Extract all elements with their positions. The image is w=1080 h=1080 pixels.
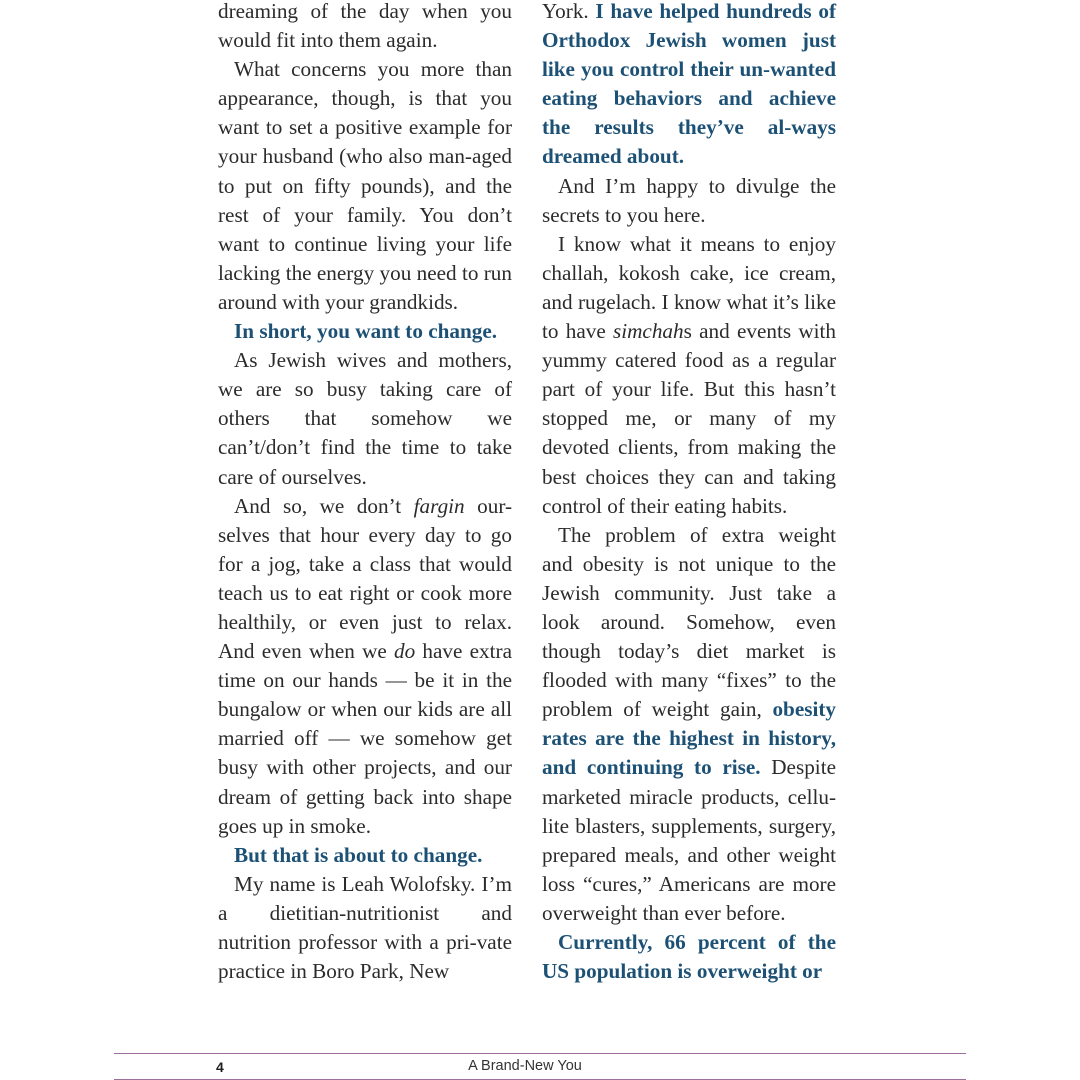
text-run: s and events with yummy catered food as a regular part of your life. But this hasn’t stopped me, or many of my devoted clients, from making the best choices they can and taking control of their eating habits. — [542, 319, 836, 518]
highlight-obesity-rates: obesity rates are the highest in history, and continuing to rise. — [542, 697, 836, 780]
text-run: Despite marketed miracle products, cellu-lite blasters, supplements, surgery, prepared meals, and other weight loss “cures,” Americans are more overweight than ever before. — [542, 755, 836, 925]
italic-word-fargin: fargin — [413, 493, 465, 518]
text-run: have extra time on our hands — be it in the bungalow or when our kids are all married off — we somehow get busy with other projects, and our dream of getting back into shape goes up in smoke. — [218, 639, 512, 838]
footer-top-rule — [114, 1053, 966, 1054]
text-run: And so, we don’t — [234, 493, 414, 518]
paragraph-jewish-wives: As Jewish wives and mothers, we are so busy taking care of others that somehow we can’t/don’t find the time to take care of ourselves. — [218, 348, 512, 489]
paragraph-divulge-secrets: And I’m happy to divulge the secrets to you here. — [542, 173, 836, 227]
highlight-helped-hundreds: I have helped hundreds of Orthodox Jewish women just like you control their un-wanted eating behaviors and achieve the results they’ve al-ways dreamed about. — [542, 0, 836, 169]
paragraph-dreaming: dreaming of the day when you would fit into them again. — [218, 0, 512, 53]
paragraph-my-name: My name is Leah Wolofsky. I’m a dietitian-nutritionist and nutrition professor with a pri-vate practice in Boro Park, New — [218, 871, 512, 984]
paragraph-enjoy-challah — [542, 230, 836, 521]
heading-currently-66-percent: Currently, 66 percent of the US population is overweight or — [542, 930, 836, 984]
right-text-column — [542, 0, 836, 986]
text-run: York. — [542, 0, 596, 23]
text-run: our-selves that hour every day to go for a jog, take a class that would teach us to eat right or cook more healthily, or even just to relax. And even when we — [218, 493, 513, 664]
heading-want-to-change: In short, you want to change. — [234, 319, 498, 344]
text-run: I know what it means to enjoy challah, kokosh cake, ice cream, and rugelach. I know what it’s like to have — [542, 231, 836, 344]
paragraph-appearance: What concerns you more than appearance, though, is that you want to set a positive example for your husband (who also man-aged to put on fifty pounds), and the rest of your family. You don’t want to continue living your life lacking the energy you need to run around with your grandkids. — [218, 57, 512, 314]
text-run: The problem of extra weight and obesity is not unique to the Jewish community. Just take a look around. Somehow, even though today’s diet market is flooded with many “fixes” to the problem of weight gain, — [542, 522, 836, 722]
heading-about-to-change: But that is about to change. — [234, 842, 483, 867]
left-text-column — [218, 0, 512, 986]
italic-word-do: do — [394, 639, 416, 664]
paragraph-problem-obesity — [542, 521, 836, 928]
running-title: A Brand-New You — [468, 1058, 582, 1074]
paragraph-helped-hundreds — [542, 0, 836, 172]
page-number: 4 — [216, 1059, 224, 1075]
paragraph-dont-fargin — [218, 492, 512, 841]
italic-word-simchah: simchah — [612, 319, 684, 344]
